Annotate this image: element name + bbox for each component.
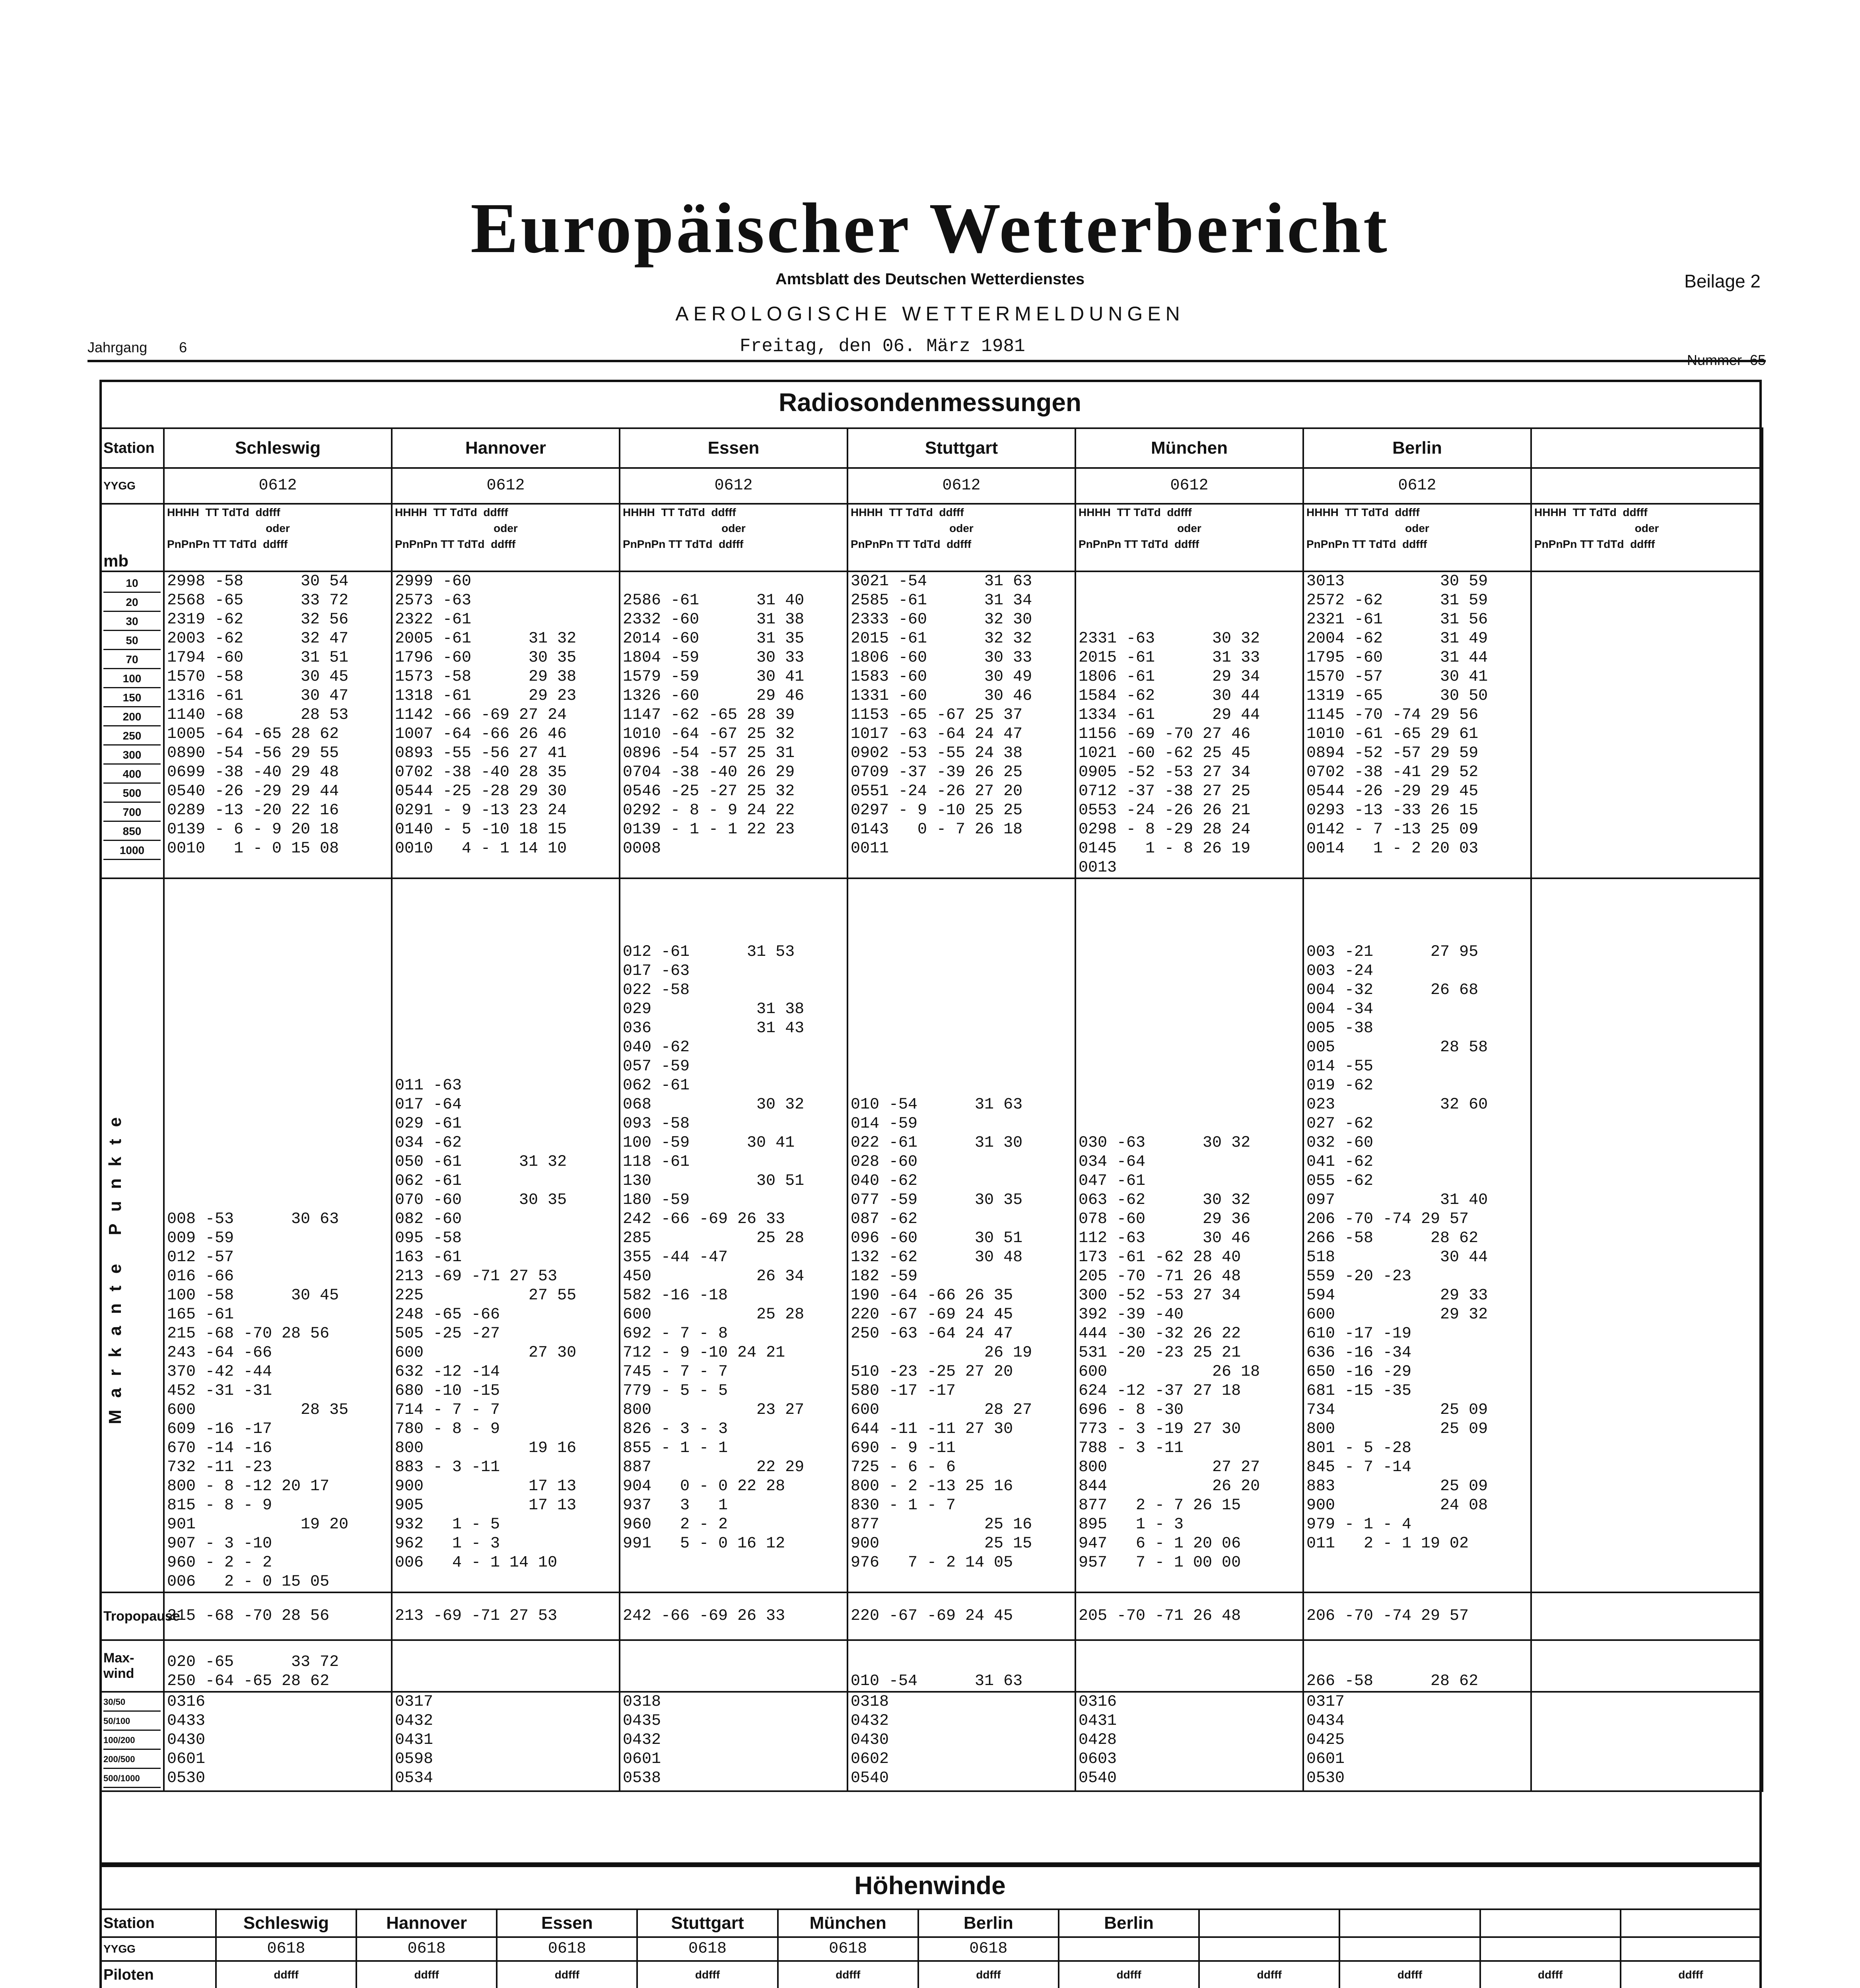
hw-ddfff-head: ddfff	[778, 1961, 918, 1988]
column-header-line2: PnPnPn TT TdTd ddfff	[1534, 538, 1655, 550]
station-name: Schleswig	[164, 428, 392, 468]
hw-station-name: München	[778, 1909, 918, 1937]
hoehenwinde-title: Höhenwinde	[854, 1871, 1006, 1900]
column-header-row	[100, 504, 1763, 571]
hw-yygg-value: 0618	[918, 1937, 1059, 1961]
level-label: 500	[103, 784, 161, 803]
column-header-oder: oder	[949, 522, 974, 534]
tropopause-label: Tropopause	[100, 1592, 164, 1640]
hw-ddfff-head: ddfff	[1480, 1961, 1621, 1988]
level-label: 150	[103, 688, 161, 707]
column-header-oder: oder	[721, 522, 746, 534]
hw-station-name: Hannover	[356, 1909, 497, 1937]
hw-piloten-label: Piloten	[100, 1961, 216, 1988]
station-name: Stuttgart	[847, 428, 1075, 468]
shear-data: 0318 0435 0432 0601 0538	[620, 1692, 847, 1791]
column-header-oder: oder	[1635, 522, 1659, 534]
tropopause-data: 242 -66 -69 26 33	[620, 1592, 847, 1640]
yygg-value: 0612	[1075, 468, 1303, 504]
column-header	[164, 504, 392, 571]
hw-ddfff-head: ddfff	[918, 1961, 1059, 1988]
column-header-oder: oder	[1177, 522, 1201, 534]
radiosonde-title: Radiosondenmessungen	[779, 388, 1081, 417]
hw-piloten-row	[100, 1961, 1761, 1988]
mb-label: mb	[100, 504, 164, 571]
station-name: Berlin	[1303, 428, 1531, 468]
column-header-line2: PnPnPn TT TdTd ddfff	[623, 538, 744, 550]
level-label: 100	[103, 669, 161, 688]
hw-station-name	[1199, 1909, 1339, 1937]
yygg-row	[100, 468, 1763, 504]
hw-station-name: Berlin	[1059, 1909, 1199, 1937]
tropopause-data: 215 -68 -70 28 56	[164, 1592, 392, 1640]
standard-level-data: 3021 -54 31 63 2585 -61 31 34 2333 -60 32 30 2015 -61 32 32 1806 -60 30 33 1583 -60 30 49 1331 -60 30 46 1153 -65 -67 25 37 1017 -63 -64 24 47 0902 -53 -55 24 38 0709 -37 -39 26 25 0551 -24 -26 27 20 0297 - 9 -10 25 25 0143 0 - 7 26 18 0011	[847, 571, 1075, 878]
shear-label: 200/500	[103, 1750, 161, 1769]
shear-label: 100/200	[103, 1731, 161, 1750]
standard-level-data	[1531, 571, 1763, 878]
standard-level-data: 2586 -61 31 40 2332 -60 31 38 2014 -60 31 35 1804 -59 30 33 1579 -59 30 41 1326 -60 29 46 1147 -62 -65 28 39 1010 -64 -67 25 32 0896 -54 -57 25 31 0704 -38 -40 26 29 0546 -25 -27 25 32 0292 - 8 - 9 24 22 0139 - 1 - 1 22 23 0008	[620, 571, 847, 878]
hw-station-label: Station	[100, 1909, 216, 1937]
hw-yygg-row	[100, 1937, 1761, 1961]
meta-line	[87, 336, 1766, 368]
hw-yygg-value: 0618	[497, 1937, 637, 1961]
hw-station-row	[100, 1909, 1761, 1937]
column-header-line2: PnPnPn TT TdTd ddfff	[1079, 538, 1199, 550]
yygg-value: 0612	[392, 468, 620, 504]
standard-levels-row	[100, 571, 1763, 878]
maxwind-data	[1075, 1640, 1303, 1692]
maxwind-data	[1531, 1640, 1763, 1692]
column-header-line2: PnPnPn TT TdTd ddfff	[1306, 538, 1427, 550]
column-header	[1303, 504, 1531, 571]
tropopause-data: 205 -70 -71 26 48	[1075, 1592, 1303, 1640]
column-header-line2: PnPnPn TT TdTd ddfff	[395, 538, 516, 550]
hw-station-name: Schleswig	[216, 1909, 356, 1937]
column-header-oder: oder	[494, 522, 518, 534]
shear-data: 0317 0432 0431 0598 0534	[392, 1692, 620, 1791]
tropopause-data: 213 -69 -71 27 53	[392, 1592, 620, 1640]
hw-ddfff-head: ddfff	[1199, 1961, 1339, 1988]
maxwind-label: Max-wind	[100, 1640, 164, 1692]
hoehenwinde-table	[99, 1908, 1762, 1988]
maxwind-data: 266 -58 28 62	[1303, 1640, 1531, 1692]
shear-label: 30/50	[103, 1693, 161, 1712]
level-label: 1000	[103, 841, 161, 860]
column-header-line1: HHHH TT TdTd ddfff	[1534, 506, 1648, 518]
hw-station-name: Berlin	[918, 1909, 1059, 1937]
hw-station-name	[1480, 1909, 1621, 1937]
level-label: 850	[103, 822, 161, 841]
level-label: 700	[103, 803, 161, 822]
shear-row	[100, 1692, 1763, 1791]
hw-yygg-value: 0618	[356, 1937, 497, 1961]
column-header	[847, 504, 1075, 571]
marked-point-data	[1531, 878, 1763, 1592]
radiosonde-table	[99, 427, 1763, 1792]
yygg-value: 0612	[164, 468, 392, 504]
hw-ddfff-head: ddfff	[216, 1961, 356, 1988]
level-label: 10	[103, 574, 161, 593]
shear-labels	[100, 1692, 164, 1791]
column-header	[1531, 504, 1763, 571]
level-label: 70	[103, 650, 161, 669]
tropopause-data: 220 -67 -69 24 45	[847, 1592, 1075, 1640]
yygg-value: 0612	[847, 468, 1075, 504]
hw-ddfff-head: ddfff	[637, 1961, 777, 1988]
shear-data	[1531, 1692, 1763, 1791]
hw-yygg-value	[1059, 1937, 1199, 1961]
column-header-line1: HHHH TT TdTd ddfff	[395, 506, 508, 518]
standard-level-data: 2998 -58 30 54 2568 -65 33 72 2319 -62 32 56 2003 -62 32 47 1794 -60 31 51 1570 -58 30 45 1316 -61 30 47 1140 -68 28 53 1005 -64 -65 28 62 0890 -54 -56 29 55 0699 -38 -40 29 48 0540 -26 -29 29 44 0289 -13 -20 22 16 0139 - 6 - 9 20 18 0010 1 - 0 15 08	[164, 571, 392, 878]
marked-point-data: 012 -61 31 53 017 -63 022 -58 029 31 38 036 31 43 040 -62 057 -59 062 -61 068 30 32 093 -58 100 -59 30 41 118 -61 130 30 51 180 -59 242 -66 -69 26 33 285 25 28 355 -44 -47 450 26 34 582 -16 -18 600 25 28 692 - 7 - 8 712 - 9 -10 24 21 745 - 7 - 7 779 - 5 - 5 800 23 27 826 - 3 - 3 855 - 1 - 1 887 22 29 904 0 - 0 22 28 937 3 1 960 2 - 2 991 5 - 0 16 12	[620, 878, 847, 1592]
nummer: Nummer 65	[1687, 352, 1766, 368]
tropopause-row	[100, 1592, 1763, 1640]
standard-level-data: 2331 -63 30 32 2015 -61 31 33 1806 -61 29 34 1584 -62 30 44 1334 -61 29 44 1156 -69 -70 27 46 1021 -60 -62 25 45 0905 -52 -53 27 34 0712 -37 -38 27 25 0553 -24 -26 26 21 0298 - 8 -29 28 24 0145 1 - 8 26 19 0013	[1075, 571, 1303, 878]
column-header-line1: HHHH TT TdTd ddfff	[1079, 506, 1192, 518]
hw-ddfff-head: ddfff	[497, 1961, 637, 1988]
maxwind-data: 010 -54 31 63	[847, 1640, 1075, 1692]
maxwind-data	[392, 1640, 620, 1692]
jahrgang: Jahrgang 6	[87, 339, 187, 355]
maxwind-data	[620, 1640, 847, 1692]
level-label: 200	[103, 707, 161, 726]
column-header-line1: HHHH TT TdTd ddfff	[1306, 506, 1420, 518]
marked-points-row	[100, 878, 1763, 1592]
hw-yygg-label: YYGG	[100, 1937, 216, 1961]
standard-level-data: 2999 -60 2573 -63 2322 -61 2005 -61 31 32 1796 -60 30 35 1573 -58 29 38 1318 -61 29 23 1142 -66 -69 27 24 1007 -64 -66 26 46 0893 -55 -56 27 41 0702 -38 -40 28 35 0544 -25 -28 29 30 0291 - 9 -13 23 24 0140 - 5 -10 18 15 0010 4 - 1 14 10	[392, 571, 620, 878]
standard-level-data: 3013 30 59 2572 -62 31 59 2321 -61 31 56 2004 -62 31 49 1795 -60 31 44 1570 -57 30 41 1319 -65 30 50 1145 -70 -74 29 56 1010 -61 -65 29 61 0894 -52 -57 29 59 0702 -38 -41 29 52 0544 -26 -29 29 45 0293 -13 -33 26 15 0142 - 7 -13 25 09 0014 1 - 2 20 03	[1303, 571, 1531, 878]
hw-yygg-value: 0618	[778, 1937, 918, 1961]
hw-ddfff-head: ddfff	[1621, 1961, 1761, 1988]
hw-station-name: Stuttgart	[637, 1909, 777, 1937]
hw-yygg-value: 0618	[637, 1937, 777, 1961]
column-header-line2: PnPnPn TT TdTd ddfff	[167, 538, 288, 550]
shear-label: 500/1000	[103, 1769, 161, 1788]
yygg-value: 0612	[1303, 468, 1531, 504]
level-label: 20	[103, 593, 161, 612]
hw-station-name	[1339, 1909, 1480, 1937]
yygg-value: 0612	[620, 468, 847, 504]
column-header-oder: oder	[1405, 522, 1429, 534]
shear-data: 0318 0432 0430 0602 0540	[847, 1692, 1075, 1791]
section-title: AEROLOGISCHE WETTERMELDUNGEN	[675, 303, 1185, 325]
station-name: Essen	[620, 428, 847, 468]
column-header-line1: HHHH TT TdTd ddfff	[851, 506, 964, 518]
station-name: Hannover	[392, 428, 620, 468]
yygg-value	[1531, 468, 1763, 504]
shear-data: 0316 0431 0428 0603 0540	[1075, 1692, 1303, 1791]
column-header	[1075, 504, 1303, 571]
page-subtitle: Amtsblatt des Deutschen Wetterdienstes	[775, 270, 1085, 288]
marked-point-data: 011 -63 017 -64 029 -61 034 -62 050 -61 31 32 062 -61 070 -60 30 35 082 -60 095 -58 163 -61 213 -69 -71 27 53 225 27 55 248 -65 -66 505 -25 -27 600 27 30 632 -12 -14 680 -10 -15 714 - 7 - 7 780 - 8 - 9 800 19 16 883 - 3 -11 900 17 13 905 17 13 932 1 - 5 962 1 - 3 006 4 - 1 14 10	[392, 878, 620, 1592]
hw-yygg-value: 0618	[216, 1937, 356, 1961]
level-label: 300	[103, 746, 161, 765]
hw-station-name	[1621, 1909, 1761, 1937]
hw-yygg-value	[1199, 1937, 1339, 1961]
station-name: München	[1075, 428, 1303, 468]
column-header-line1: HHHH TT TdTd ddfff	[167, 506, 280, 518]
marked-point-data: 010 -54 31 63 014 -59 022 -61 31 30 028 -60 040 -62 077 -59 30 35 087 -62 096 -60 30 51 132 -62 30 48 182 -59 190 -64 -66 26 35 220 -67 -69 24 45 250 -63 -64 24 47 26 19 510 -23 -25 27 20 580 -17 -17 600 28 27 644 -11 -11 27 30 690 - 9 -11 725 - 6 - 6 800 - 2 -13 25 16 830 - 1 - 7 877 25 16 900 25 15 976 7 - 2 14 05	[847, 878, 1075, 1592]
yygg-label: YYGG	[100, 468, 164, 504]
hw-yygg-value	[1621, 1937, 1761, 1961]
maxwind-row	[100, 1640, 1763, 1692]
maxwind-data: 020 -65 33 72 250 -64 -65 28 62	[164, 1640, 392, 1692]
hw-yygg-value	[1480, 1937, 1621, 1961]
level-label: 400	[103, 765, 161, 784]
issue-date: Freitag, den 06. März 1981	[740, 336, 1025, 357]
shear-data: 0317 0434 0425 0601 0530	[1303, 1692, 1531, 1791]
hw-ddfff-head: ddfff	[1059, 1961, 1199, 1988]
column-header	[620, 504, 847, 571]
shear-data: 0316 0433 0430 0601 0530	[164, 1692, 392, 1791]
hw-ddfff-head: ddfff	[356, 1961, 497, 1988]
tropopause-data	[1531, 1592, 1763, 1640]
hw-station-name: Essen	[497, 1909, 637, 1937]
station-label: Station	[100, 428, 164, 468]
column-header-line1: HHHH TT TdTd ddfff	[623, 506, 736, 518]
column-header-oder: oder	[266, 522, 290, 534]
beilage-label: Beilage 2	[1684, 271, 1761, 291]
marked-point-data: 003 -21 27 95 003 -24 004 -32 26 68 004 -34 005 -38 005 28 58 014 -55 019 -62 023 32 60 027 -62 032 -60 041 -62 055 -62 097 31 40 206 -70 -74 29 57 266 -58 28 62 518 30 44 559 -20 -23 594 29 33 600 29 32 610 -17 -19 636 -16 -34 650 -16 -29 681 -15 -35 734 25 09 800 25 09 801 - 5 -28 845 - 7 -14 883 25 09 900 24 08 979 - 1 - 4 011 2 - 1 19 02	[1303, 878, 1531, 1592]
hw-yygg-value	[1339, 1937, 1480, 1961]
level-label: 30	[103, 612, 161, 631]
marked-point-data: 030 -63 30 32 034 -64 047 -61 063 -62 30 32 078 -60 29 36 112 -63 30 46 173 -61 -62 28 40 205 -70 -71 26 48 300 -52 -53 27 34 392 -39 -40 444 -30 -32 26 22 531 -20 -23 25 21 600 26 18 624 -12 -37 27 18 696 - 8 -30 773 - 3 -19 27 30 788 - 3 -11 800 27 27 844 26 20 877 2 - 7 26 15 895 1 - 3 947 6 - 1 20 06 957 7 - 1 00 00	[1075, 878, 1303, 1592]
page-title: Europäischer Wetterbericht	[470, 188, 1390, 268]
level-label: 50	[103, 631, 161, 650]
level-labels	[100, 571, 164, 878]
column-header-line2: PnPnPn TT TdTd ddfff	[851, 538, 972, 550]
shear-label: 50/100	[103, 1712, 161, 1731]
column-header	[392, 504, 620, 571]
station-name	[1531, 428, 1763, 468]
tropopause-data: 206 -70 -74 29 57	[1303, 1592, 1531, 1640]
marked-point-data: 008 -53 30 63 009 -59 012 -57 016 -66 100 -58 30 45 165 -61 215 -68 -70 28 56 243 -64 -66 370 -42 -44 452 -31 -31 600 28 35 609 -16 -17 670 -14 -16 732 -11 -23 800 - 8 -12 20 17 815 - 8 - 9 901 19 20 907 - 3 -10 960 - 2 - 2 006 2 - 0 15 05	[164, 878, 392, 1592]
hw-ddfff-head: ddfff	[1339, 1961, 1480, 1988]
marked-points-label: Markante Punkte	[105, 1105, 125, 1425]
level-label: 250	[103, 726, 161, 746]
station-row	[100, 428, 1763, 468]
